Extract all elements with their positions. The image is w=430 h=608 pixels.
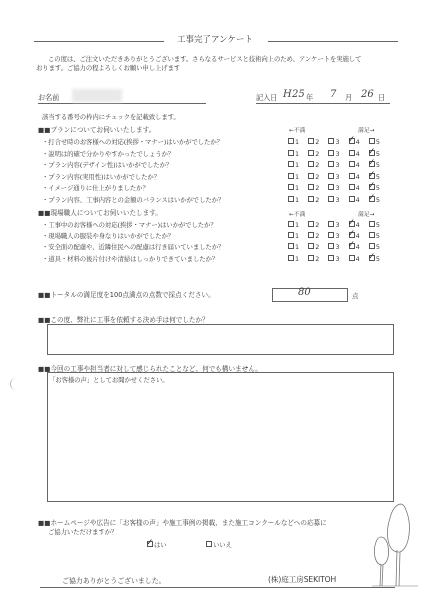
rating-option-label: 5	[375, 221, 380, 229]
plan-rating-options	[288, 158, 380, 170]
instruction-text: 該当する番号の枠内にチェックを記載致します。	[42, 113, 180, 121]
consent-label-2: ご協力いただけますか？	[48, 528, 118, 536]
rating-option-label: 2	[315, 161, 320, 170]
rating-option-label: 2	[315, 138, 320, 146]
rating-option-label: 3	[335, 243, 340, 252]
rating-option-5[interactable]	[367, 193, 380, 204]
total-score-label: ■■トータルの満足度を100点満点の点数で採点ください。	[38, 291, 215, 299]
date-year-unit: 年	[306, 93, 314, 102]
intro-line-2: おります。ご協力の程よろしくお願い申し上げます	[36, 64, 181, 72]
rating-checkmark: ✓	[347, 218, 356, 228]
rating-option-label: 2	[315, 232, 320, 241]
rating-option-label: 3	[335, 172, 340, 181]
consent-yes-checkmark: ✓	[146, 538, 154, 548]
rating-option-5[interactable]	[367, 251, 380, 263]
rating-option-2[interactable]	[308, 150, 319, 158]
rating-option-4[interactable]	[349, 184, 360, 192]
reason-answer-box[interactable]	[47, 324, 394, 355]
rating-option-label: 2	[315, 196, 320, 204]
staff-question-text: ・道具・材料の後片付けや清掃はしっかりできていましたか？	[42, 254, 219, 263]
staff-rating-options	[288, 251, 380, 263]
rating-checkbox[interactable]	[288, 150, 294, 156]
rating-option-label: 1	[295, 232, 300, 241]
rating-option-label: 3	[335, 221, 340, 229]
rating-option-label: 4	[355, 232, 360, 241]
plan-question-text: ・イメージ通りに仕上がりましたか？	[42, 184, 149, 193]
rating-checkbox[interactable]	[308, 232, 314, 238]
rating-checkbox[interactable]	[328, 173, 334, 179]
rating-option-label: 1	[295, 254, 300, 263]
rating-option-label: 1	[295, 243, 300, 252]
rating-option-4[interactable]	[347, 229, 360, 241]
rating-option-label: 3	[335, 184, 340, 193]
consent-no-checkbox[interactable]	[206, 541, 212, 547]
plan-scale-high: 満足→	[358, 128, 375, 134]
rating-checkbox[interactable]	[288, 138, 294, 144]
rating-option-2[interactable]	[308, 221, 319, 229]
rating-option-label: 2	[315, 184, 320, 193]
rating-option-4[interactable]	[349, 150, 360, 158]
rating-checkbox[interactable]	[328, 184, 334, 190]
rating-checkbox[interactable]	[328, 150, 334, 156]
rating-option-4[interactable]	[349, 255, 360, 263]
rating-option-label: 4	[355, 221, 360, 229]
rating-option-label: 4	[355, 149, 360, 158]
plan-rating-options	[288, 193, 380, 204]
tree-illustration-icon	[366, 490, 422, 590]
rating-option-2[interactable]	[308, 138, 319, 146]
name-redaction	[72, 89, 122, 102]
plan-question-text: ・プラン内容(実用性)はいかがでしたか？	[42, 172, 161, 181]
scan-artifact	[10, 378, 17, 390]
rating-option-label: 5	[375, 149, 380, 158]
rating-option-label: 5	[375, 196, 380, 204]
rating-option-1[interactable]	[288, 184, 299, 192]
plan-rating-options	[288, 169, 380, 181]
consent-no-option[interactable]	[206, 541, 232, 549]
rating-option-5[interactable]	[367, 146, 380, 158]
rating-checkbox[interactable]	[328, 255, 334, 261]
rating-option-4[interactable]	[347, 218, 360, 229]
comments-sublabel: 「お客様の声」としてお聞かせください。	[49, 376, 169, 384]
plan-rating-options	[288, 181, 380, 193]
rating-option-1[interactable]	[288, 232, 299, 240]
comments-answer-box[interactable]	[47, 372, 394, 502]
rating-option-label: 3	[335, 138, 340, 146]
consent-label-1: ■■ホームページや広告に「お客様の声」や施工事例の掲載、また施工コンクールなどへの応募に	[38, 519, 327, 527]
rating-option-4[interactable]	[347, 135, 360, 146]
footer-rule	[40, 587, 395, 588]
rating-option-2[interactable]	[308, 184, 319, 192]
staff-section-heading: ■■現場職人についてお伺いいたします。	[38, 209, 162, 217]
rating-option-2[interactable]	[308, 173, 319, 181]
plan-rating-options	[288, 135, 380, 146]
rating-checkbox[interactable]	[308, 221, 314, 227]
rating-checkbox[interactable]	[349, 184, 355, 190]
reason-label: ■■この度、弊社に工事を依頼する決め手は何でしたか？	[38, 316, 209, 324]
name-underline	[38, 103, 206, 104]
date-era: H	[283, 89, 292, 100]
consent-no-label: いいえ	[213, 541, 232, 549]
plan-question-text: ・プラン内容(デザイン性)はいかがでしたか？	[42, 161, 173, 170]
rating-checkbox[interactable]	[308, 173, 314, 179]
title-rule-right	[268, 41, 398, 42]
rating-checkmark: ✓	[367, 181, 376, 192]
rating-option-1[interactable]	[288, 138, 299, 146]
rating-checkbox[interactable]	[328, 232, 334, 238]
rating-checkbox[interactable]	[369, 138, 375, 144]
rating-checkmark: ✓	[367, 158, 376, 169]
rating-option-label: 4	[355, 243, 360, 252]
rating-checkmark: ✓	[347, 135, 356, 145]
rating-option-label: 2	[315, 254, 320, 263]
rating-checkmark: ✓	[367, 193, 376, 203]
rating-option-label: 3	[335, 196, 340, 204]
rating-checkbox[interactable]	[369, 243, 375, 249]
rating-checkbox[interactable]	[349, 255, 355, 261]
rating-checkbox[interactable]	[328, 243, 334, 249]
rating-checkbox[interactable]	[288, 161, 294, 167]
rating-checkbox[interactable]	[308, 150, 314, 156]
rating-option-label: 4	[355, 184, 360, 193]
rating-checkmark: ✓	[347, 229, 356, 240]
rating-option-label: 4	[355, 196, 360, 204]
rating-option-label: 1	[295, 221, 300, 229]
rating-option-label: 4	[355, 161, 360, 170]
rating-option-4[interactable]	[349, 161, 360, 169]
rating-option-5[interactable]	[369, 138, 380, 146]
rating-option-label: 1	[295, 161, 300, 170]
rating-option-label: 1	[295, 149, 300, 158]
total-score-value: 80	[298, 287, 311, 298]
rating-option-1[interactable]	[288, 150, 299, 158]
rating-option-label: 3	[335, 254, 340, 263]
rating-checkmark: ✓	[367, 169, 376, 180]
rating-option-label: 5	[375, 243, 380, 252]
rating-option-label: 1	[295, 138, 300, 146]
rating-checkbox[interactable]	[308, 138, 314, 144]
rating-option-3[interactable]	[328, 150, 339, 158]
staff-rating-options	[288, 229, 380, 241]
rating-option-label: 5	[375, 161, 380, 170]
plan-question-text: ・プラン内容、工事内容との金額のバランスはいかがでしたか？	[42, 196, 225, 204]
rating-checkbox[interactable]	[349, 161, 355, 167]
rating-option-2[interactable]	[308, 232, 319, 240]
rating-option-4[interactable]	[347, 240, 360, 252]
rating-option-3[interactable]	[328, 161, 339, 169]
rating-option-1[interactable]	[288, 255, 299, 263]
rating-option-label: 2	[315, 149, 320, 158]
rating-checkbox[interactable]	[308, 161, 314, 167]
rating-option-5[interactable]	[367, 169, 380, 181]
plan-question-text: ・説明は的確で分かりやすかったでしょうか？	[42, 149, 175, 158]
rating-option-4[interactable]	[349, 196, 360, 204]
rating-option-1[interactable]	[288, 243, 299, 251]
date-day-unit: 日	[378, 93, 386, 102]
name-label: お名前	[38, 93, 60, 102]
plan-question-text: ・打合せ時のお客様への対応(挨拶・マナー)はいかがでしたか？	[42, 138, 223, 146]
rating-checkbox[interactable]	[328, 138, 334, 144]
rating-option-label: 1	[295, 196, 300, 204]
rating-option-5[interactable]	[369, 221, 380, 229]
rating-option-label: 5	[375, 232, 380, 241]
rating-checkbox[interactable]	[328, 161, 334, 167]
rating-option-3[interactable]	[328, 243, 339, 251]
rating-option-1[interactable]	[288, 173, 299, 181]
rating-option-label: 4	[355, 172, 360, 181]
rating-option-4[interactable]	[349, 173, 360, 181]
rating-option-2[interactable]	[308, 243, 319, 251]
plan-rating-options	[288, 146, 380, 158]
date-underline	[256, 103, 390, 104]
rating-checkbox[interactable]	[328, 221, 334, 227]
rating-checkbox[interactable]	[288, 196, 294, 202]
date-label: 記入日	[256, 93, 278, 102]
rating-checkbox[interactable]	[308, 243, 314, 249]
rating-option-label: 5	[375, 172, 380, 181]
rating-option-label: 2	[315, 172, 320, 181]
rating-option-label: 5	[375, 254, 380, 263]
staff-scale-low: ←不満	[289, 212, 306, 218]
rating-option-2[interactable]	[308, 196, 319, 204]
rating-option-label: 5	[375, 184, 380, 193]
staff-question-text: ・工事中のお客様への対応(挨拶・マナー)はいかがでしたか？	[42, 221, 217, 229]
rating-option-3[interactable]	[328, 255, 339, 263]
rating-checkbox[interactable]	[288, 184, 294, 190]
rating-checkbox[interactable]	[288, 255, 294, 261]
rating-option-2[interactable]	[308, 161, 319, 169]
staff-rating-options	[288, 218, 380, 229]
rating-checkbox[interactable]	[288, 221, 294, 227]
consent-yes-label: はい	[154, 541, 167, 549]
rating-option-3[interactable]	[328, 138, 339, 146]
footer-company: (株)庭工房SEKITOH	[268, 575, 337, 584]
comments-label: ■■今回の工事や担当者に対して感じられたことなど、何でも構いません。	[38, 365, 262, 373]
rating-checkmark: ✓	[367, 251, 376, 262]
staff-question-text: ・現場職人の服装や身なりはいかがでしたか？	[42, 232, 175, 241]
staff-rating-options	[288, 240, 380, 252]
date-month-unit: 月	[345, 93, 353, 102]
rating-checkmark: ✓	[367, 146, 376, 157]
rating-checkbox[interactable]	[328, 196, 334, 202]
rating-option-label: 4	[355, 138, 360, 146]
rating-option-5[interactable]	[369, 243, 380, 251]
rating-option-label: 1	[295, 184, 300, 193]
date-month: 7	[330, 89, 337, 100]
plan-scale-low: ←不満	[289, 128, 306, 134]
rating-checkbox[interactable]	[369, 232, 375, 238]
rating-option-label: 3	[335, 149, 340, 158]
total-score-unit: 点	[352, 292, 359, 300]
consent-yes-option[interactable]	[146, 538, 167, 549]
rating-checkbox[interactable]	[288, 243, 294, 249]
rating-option-1[interactable]	[288, 196, 299, 204]
rating-option-3[interactable]	[328, 232, 339, 240]
rating-option-3[interactable]	[328, 196, 339, 204]
rating-option-label: 4	[355, 254, 360, 263]
rating-option-5[interactable]	[369, 232, 380, 240]
rating-checkbox[interactable]	[349, 150, 355, 156]
staff-question-text: ・安全面の配慮や、近隣住民への配慮は行き届いていましたか？	[42, 243, 225, 252]
intro-line-1: この度は、ご注文いただきありがとうございます。さらなるサービスと技術向上のため、アンケートを実施して	[48, 55, 362, 63]
rating-checkmark: ✓	[347, 240, 356, 251]
rating-option-2[interactable]	[308, 255, 319, 263]
rating-checkbox[interactable]	[349, 196, 355, 202]
footer-thanks: ご協力ありがとうございました。	[62, 577, 166, 585]
date-day: 26	[361, 89, 374, 100]
rating-option-label: 2	[315, 243, 320, 252]
rating-option-label: 3	[335, 161, 340, 170]
rating-checkbox[interactable]	[369, 221, 375, 227]
rating-option-1[interactable]	[288, 221, 299, 229]
rating-option-label: 3	[335, 232, 340, 241]
rating-option-label: 5	[375, 138, 380, 146]
plan-section-heading: ■■プランについてお伺いいたします。	[38, 126, 156, 134]
page-title: 工事完了アンケート	[177, 35, 253, 45]
rating-option-1[interactable]	[288, 161, 299, 169]
rating-option-5[interactable]	[367, 181, 380, 193]
rating-option-3[interactable]	[328, 173, 339, 181]
staff-scale-high: 満足→	[358, 212, 375, 218]
date-year: 25	[292, 89, 305, 100]
rating-checkbox[interactable]	[308, 184, 314, 190]
rating-option-3[interactable]	[328, 184, 339, 192]
rating-option-5[interactable]	[367, 158, 380, 170]
rating-checkbox[interactable]	[288, 173, 294, 179]
rating-checkbox[interactable]	[308, 196, 314, 202]
rating-checkbox[interactable]	[288, 232, 294, 238]
rating-checkbox[interactable]	[308, 255, 314, 261]
rating-option-3[interactable]	[328, 221, 339, 229]
rating-checkbox[interactable]	[349, 173, 355, 179]
rating-option-label: 2	[315, 221, 320, 229]
rating-option-label: 1	[295, 172, 300, 181]
